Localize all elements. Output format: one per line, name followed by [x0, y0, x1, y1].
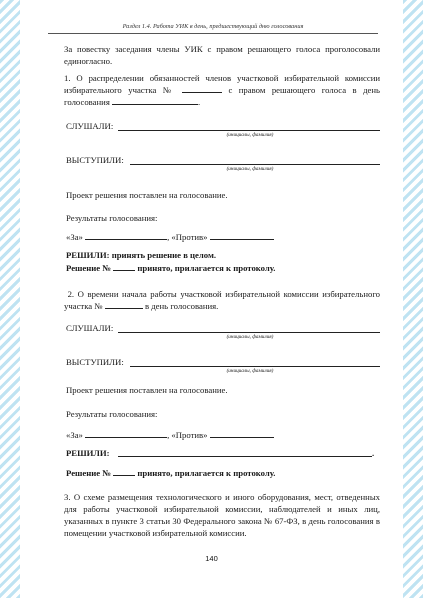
intro-paragraph: За повестку заседания члены УИК с правом решающего голоса проголосовали единогласно.	[64, 44, 380, 66]
initials-caption: (инициалы, фамилия)	[226, 132, 274, 138]
reshili-line: РЕШИЛИ:	[66, 448, 110, 458]
date-blank[interactable]	[112, 96, 198, 105]
item-text: О распределении обязанностей членов участковой избирательной комиссии избирательного участка №	[64, 73, 380, 95]
reshili-field[interactable]	[118, 456, 372, 457]
slushali-field[interactable]	[118, 130, 380, 131]
station-number-blank[interactable]	[105, 300, 143, 309]
decision-number-field[interactable]	[113, 467, 135, 476]
initials-caption: (инициалы, фамилия)	[226, 334, 274, 340]
za-count-field[interactable]	[85, 231, 167, 240]
running-header: Раздел 1.4. Работа УИК в день, предшествующий дню голосования	[122, 23, 304, 30]
project-text: Проект решения поставлен на голосование.	[66, 190, 228, 200]
vote-line	[66, 231, 382, 243]
right-decorative-stripe	[403, 0, 423, 598]
decision-number-field[interactable]	[113, 262, 135, 271]
initials-caption: (инициалы, фамилия)	[226, 166, 274, 172]
decision-line: Решение № принято, прилагается к протоколу.	[66, 468, 276, 478]
agenda-item-3	[64, 491, 380, 539]
protiv-count-field[interactable]	[210, 231, 274, 240]
project-text: Проект решения поставлен на голосование.	[66, 385, 228, 395]
decision-line: Решение № принято, прилагается к протоколу.	[66, 263, 276, 273]
za-label: «За»	[66, 232, 83, 242]
protiv-label: , «Против»	[167, 232, 208, 242]
slushali-field[interactable]	[118, 332, 380, 333]
vystupili-field[interactable]	[130, 366, 380, 367]
page-number: 140	[205, 554, 218, 563]
slushali-label: СЛУШАЛИ:	[66, 323, 114, 333]
item-text: О времени начала работы участковой избирательной комиссии избирательного участка №	[64, 289, 381, 311]
za-count-field[interactable]	[85, 429, 167, 438]
vystupili-field[interactable]	[130, 164, 380, 165]
item-number: 3.	[64, 492, 71, 502]
initials-caption: (инициалы, фамилия)	[226, 368, 274, 374]
vystupili-label: ВЫСТУПИЛИ:	[66, 155, 124, 165]
station-number-blank[interactable]	[182, 84, 222, 93]
item-number: 2.	[67, 289, 75, 299]
left-decorative-stripe	[0, 0, 20, 598]
results-label: Результаты голосования:	[66, 213, 158, 223]
item-number: 1.	[64, 73, 71, 83]
slushali-label: СЛУШАЛИ:	[66, 121, 114, 131]
protiv-label: , «Против»	[167, 430, 208, 440]
agenda-item-1: 1. О распределении обязанностей членов участковой избирательной комиссии избирательного участка № с правом решающего голоса в день голосования .	[64, 73, 381, 107]
vote-line	[66, 429, 382, 441]
za-label: «За»	[66, 430, 83, 440]
header-rule	[48, 33, 378, 34]
agenda-item-2: 2. О времени начала работы участковой избирательной комиссии избирательного участка № в день голосования.	[64, 289, 381, 311]
reshili-text: РЕШИЛИ: принять решение в целом.	[66, 250, 217, 260]
vystupili-label: ВЫСТУПИЛИ:	[66, 357, 124, 367]
results-label: Результаты голосования:	[66, 409, 158, 419]
protiv-count-field[interactable]	[210, 429, 274, 438]
item-text: О схеме размещения технологического и иного оборудования, мест, отведенных для работы участковой избирательной комиссии, наблюдателей и иных лиц, указанных в пункте 3 статьи 30 Федерального закона № 67-ФЗ, в день голосования в помещении участковой избирательной комиссии.	[64, 492, 380, 538]
